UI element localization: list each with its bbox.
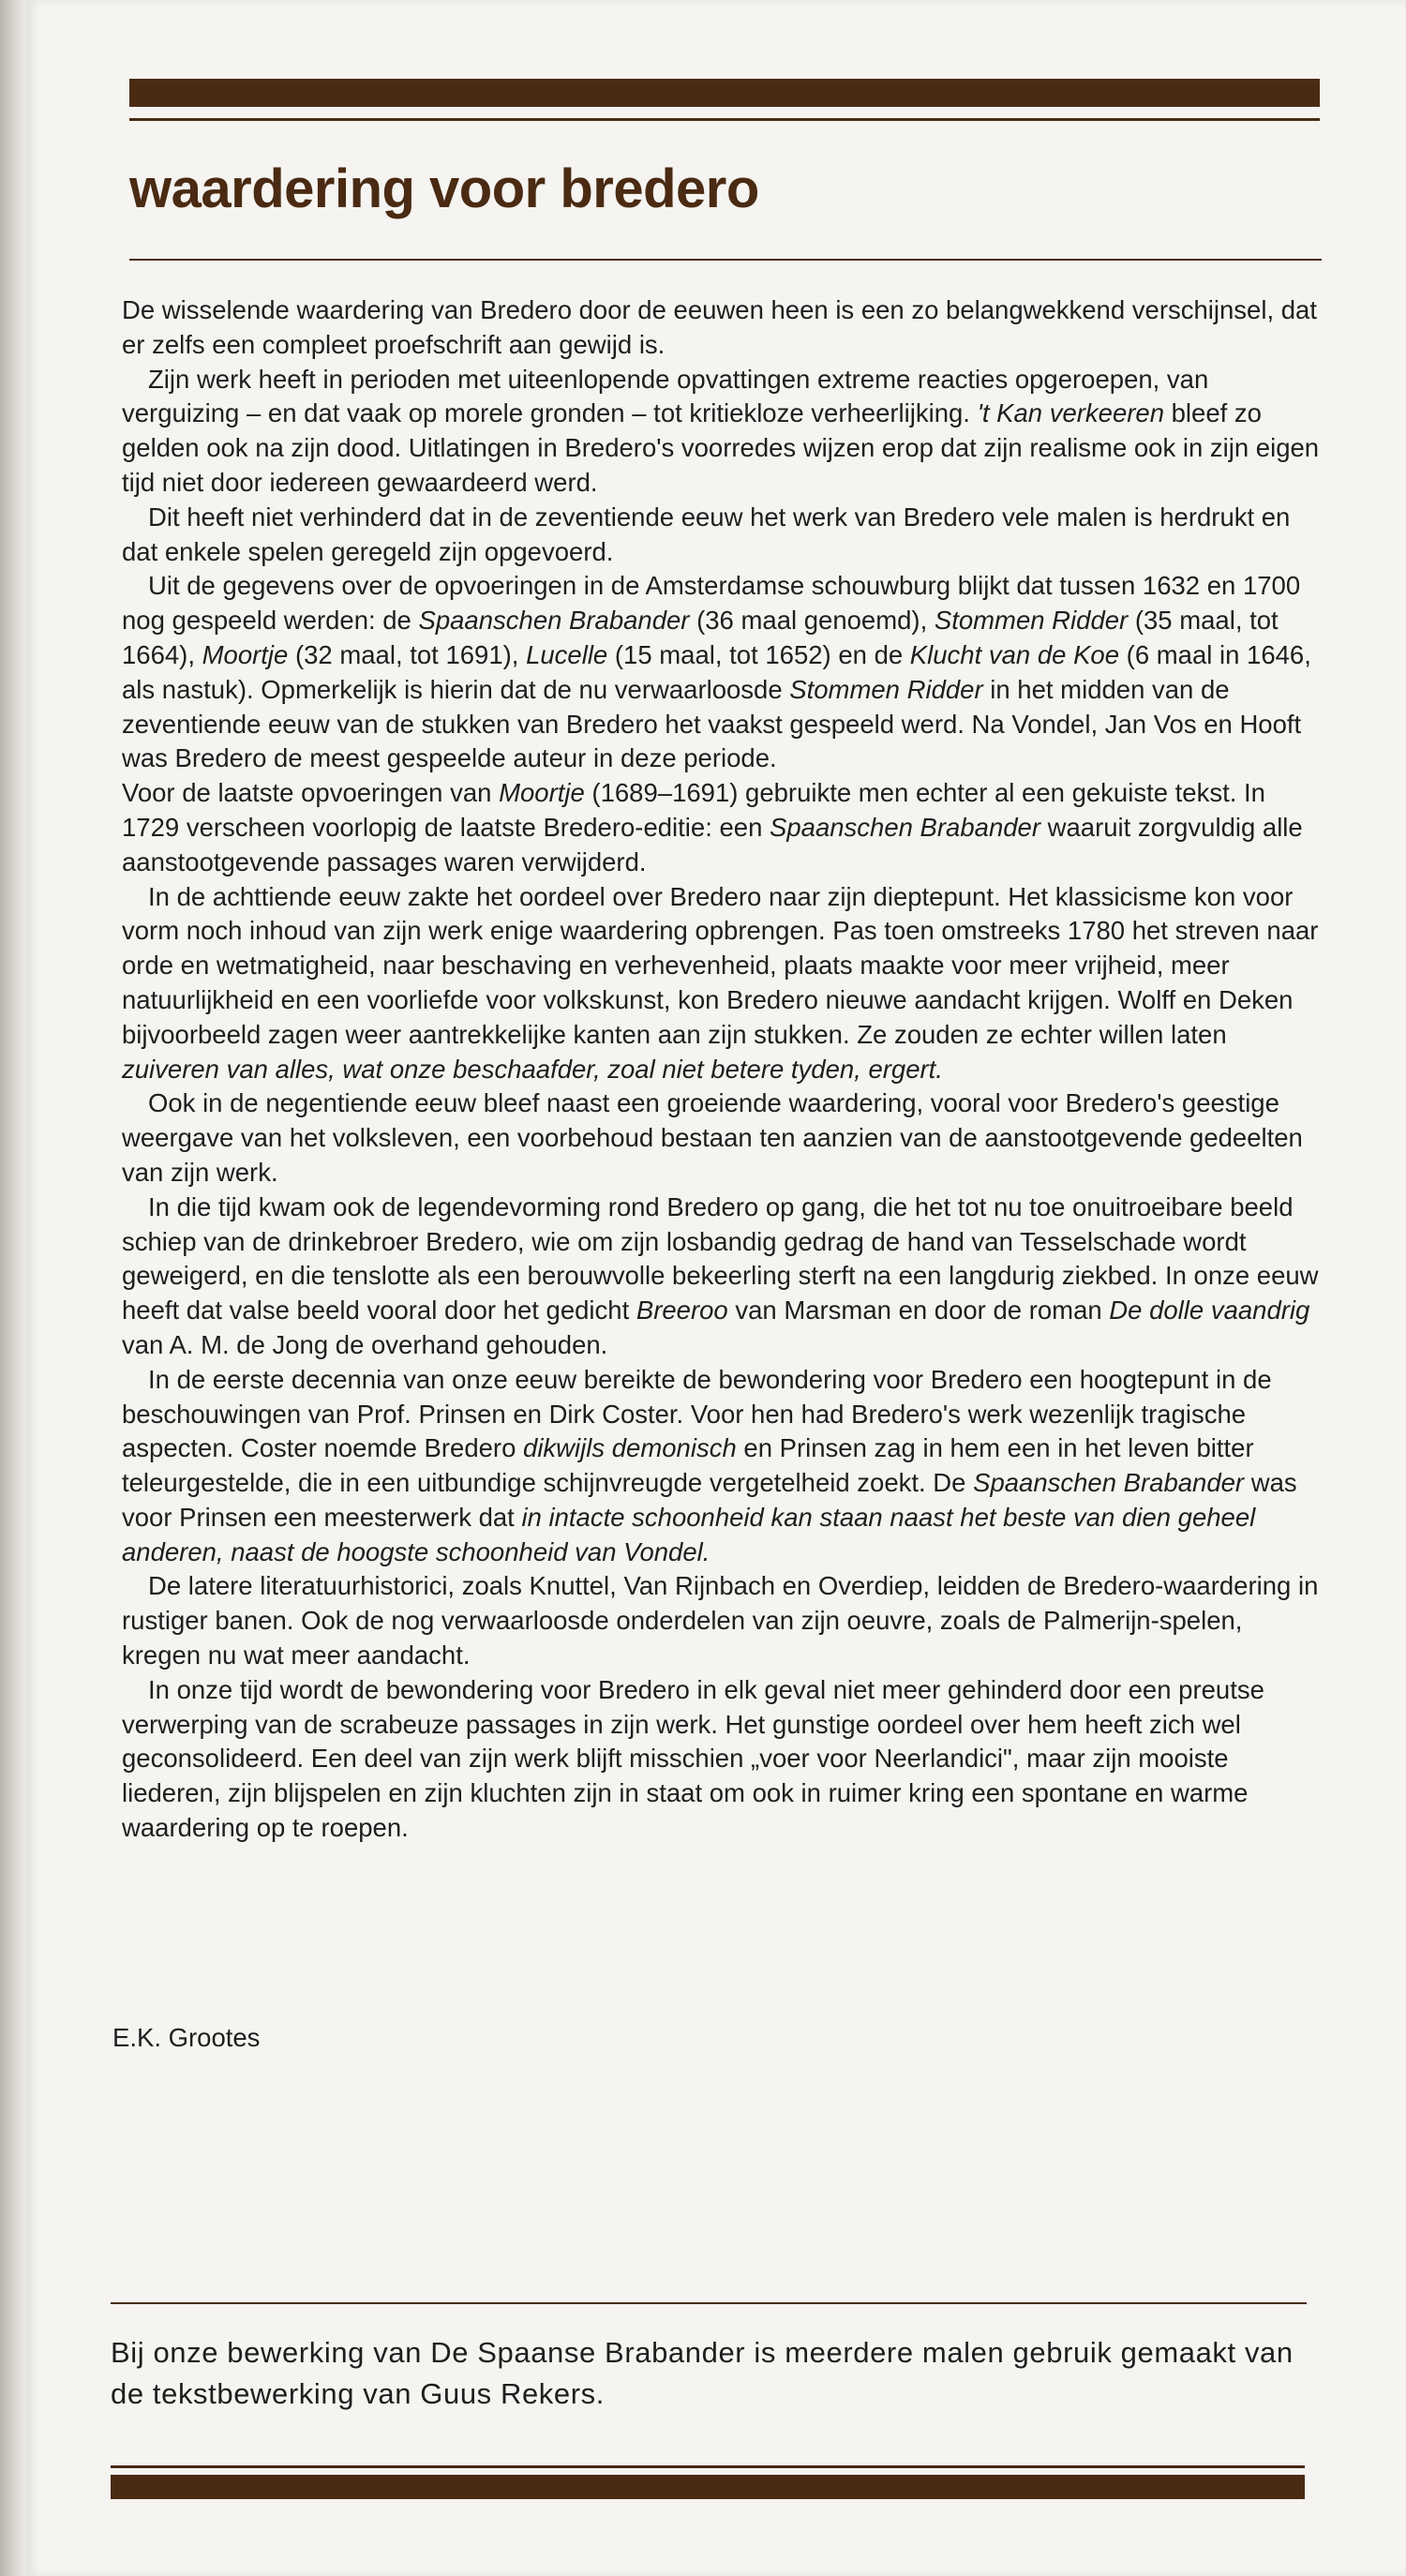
binding-spine xyxy=(0,0,26,2576)
text-run: (32 maal, tot 1691), xyxy=(288,639,527,669)
italic-phrase: Breeroo xyxy=(636,1295,728,1325)
text-run: De latere literatuurhistorici, zoals Knuttel, Van Rijnbach en Overdiep, leidden de Bredero-waardering in rustiger banen. Ook de nog verwaarloosde onderdelen van zijn oeuvre, zoals de Palmerijn-spelen, kregen nu wat meer aandacht. xyxy=(122,1571,1319,1670)
italic-phrase: 't Kan verkeeren xyxy=(977,398,1164,428)
text-run: In de eerste decennia van onze eeuw bereikte de bewondering voor Bredero een hoogtepunt in de beschouwingen van Prof. Prinsen en Dirk Coster. Voor hen had Bredero's werk wezenlijk tragische aspecten. Coster noemde Bredero xyxy=(122,1364,1272,1463)
article-body xyxy=(122,293,1324,1846)
body-paragraph xyxy=(122,1363,1324,1570)
text-run: De wisselende waardering van Bredero door de eeuwen heen is een zo belangwekkend verschijnsel, dat er zelfs een compleet proefschrift aan gewijd is. xyxy=(122,295,1317,359)
italic-phrase: in intacte schoonheid kan staan naast het beste van dien geheel anderen, naast de hoogste schoonheid van Vondel. xyxy=(122,1502,1256,1566)
text-run: Voor de laatste opvoeringen van xyxy=(122,778,500,808)
body-paragraph xyxy=(122,776,1324,879)
italic-phrase: Lucelle xyxy=(526,639,608,669)
text-run: en Prinsen zag in hem een in het leven bitter teleurgestelde, die in een uitbundige schijnvreugde vergetelheid zoekt. De xyxy=(122,1433,1254,1498)
text-run: (1689–1691) gebruikte men echter al een gekuiste tekst. In 1729 verscheen voorlopig de laatste Bredero-editie: een xyxy=(122,778,1265,842)
italic-phrase: Stommen Ridder xyxy=(934,606,1129,636)
italic-phrase: Moortje xyxy=(202,639,289,669)
text-run: Dit heeft niet verhinderd dat in de zeventiende eeuw het werk van Bredero vele malen is herdrukt en dat enkele spelen geregeld zijn opgevoerd. xyxy=(122,502,1291,566)
italic-phrase: Spaanschen Brabander xyxy=(973,1468,1245,1498)
text-run: In onze tijd wordt de bewondering voor Bredero in elk geval niet meer gehinderd door een preutse verwerping van de scrabeuze passages in zijn werk. Het gunstige oordeel over hem heeft zich wel geconsolideerd. Een deel van zijn werk blijft misschien „voer voor Neerlandici", maar zijn mooiste liederen, zijn blijspelen en zijn kluchten zijn in staat om ook in ruimer kring een spontane en warme waardering op te roepen. xyxy=(122,1674,1264,1843)
italic-phrase: De dolle vaandrig xyxy=(1109,1295,1310,1325)
top-thin-rule xyxy=(129,118,1320,121)
bottom-thin-rule xyxy=(111,2465,1305,2468)
footnote-text: Bij onze bewerking van De Spaanse Brabander is meerdere malen gebruik gemaakt van de tekstbewerking van Guus Rekers. xyxy=(111,2336,1294,2410)
page-title: waardering voor bredero xyxy=(129,158,759,219)
text-run: waaruit zorgvuldig alle aanstootgevende passages waren verwijderd. xyxy=(122,812,1303,876)
body-paragraph xyxy=(122,1086,1324,1190)
title-underline-rule xyxy=(129,259,1322,261)
text-run: bleef zo gelden ook na zijn dood. Uitlatingen in Bredero's voorredes wijzen erop dat zijn realisme ook in zijn eigen tijd niet door iedereen gewaardeerd werd. xyxy=(122,398,1320,497)
italic-phrase: Spaanschen Brabander xyxy=(770,812,1040,842)
italic-phrase: Spaanschen Brabander xyxy=(418,606,690,636)
text-run: in het midden van de zeventiende eeuw van de stukken van Bredero het vaakst gespeeld werd. Na Vondel, Jan Vos en Hooft was Bredero de meest gespeelde auteur in deze periode. xyxy=(122,674,1302,773)
italic-phrase: dikwijls demonisch xyxy=(523,1433,737,1463)
italic-phrase: Moortje xyxy=(499,778,585,808)
italic-phrase: Klucht van de Koe xyxy=(909,639,1120,669)
footnote-top-rule xyxy=(111,2302,1307,2304)
text-run: (6 maal in 1646, als nastuk). Opmerkelijk is hierin dat de nu verwaarloosde xyxy=(122,639,1311,704)
author-signature: E.K. Grootes xyxy=(112,2023,261,2052)
body-paragraph xyxy=(122,1191,1324,1363)
text-run: Ook in de negentiende eeuw bleef naast een groeiende waardering, vooral voor Bredero's geestige weergave van het volksleven, een voorbehoud bestaan ten aanzien van de aanstootgevende gedeelten van zijn werk. xyxy=(122,1088,1303,1187)
text-run: (15 maal, tot 1652) en de xyxy=(607,639,910,669)
text-run: van A. M. de Jong de overhand gehouden. xyxy=(122,1329,608,1359)
body-paragraph xyxy=(122,1569,1324,1672)
text-run: In die tijd kwam ook de legendevorming rond Bredero op gang, die het tot nu toe onuitroeibare beeld schiep van de drinkebroer Bredero, wie om zijn losbandig gedrag de hand van Tesselschade wordt geweigerd, en die tenslotte als een berouwvolle bekeerling sterft na een langdurig ziekbed. In onze eeuw heeft dat valse beeld vooral door het gedicht xyxy=(122,1191,1319,1325)
top-thick-rule xyxy=(129,79,1320,107)
text-run: In de achttiende eeuw zakte het oordeel over Bredero naar zijn dieptepunt. Het klassicisme kon voor vorm noch inhoud van zijn werk enige waardering opbrengen. Pas toen omstreeks 1780 het streven naar orde en wetmatigheid, naar beschaving en verhevenheid, plaats maakte voor meer vrijheid, meer natuurlijkheid en een voorliefde voor volkskunst, kon Bredero nieuwe aandacht krijgen. Wolff en Deken bijvoorbeeld zagen weer aantrekkelijke kanten aan zijn stukken. Ze zouden ze echter willen laten xyxy=(122,881,1319,1049)
text-run: was voor Prinsen een meesterwerk dat xyxy=(122,1468,1297,1532)
text-run: (36 maal genoemd), xyxy=(689,606,935,636)
bottom-thick-rule xyxy=(111,2475,1305,2499)
body-paragraph xyxy=(122,293,1324,363)
text-run: (35 maal, tot 1664), xyxy=(122,606,1279,669)
body-paragraph xyxy=(122,1673,1324,1846)
body-paragraph xyxy=(122,880,1324,1087)
text-run: van Marsman en door de roman xyxy=(727,1295,1110,1325)
text-run: Uit de gegevens over de opvoeringen in de Amsterdamse schouwburg blijkt dat tussen 1632 en 1700 nog gespeeld werden: de xyxy=(122,571,1301,636)
body-paragraph xyxy=(122,569,1324,776)
text-run: Zijn werk heeft in perioden met uiteenlopende opvattingen extreme reacties opgeroepen, van verguizing – en dat vaak op morele gronden – tot kritiekloze verheerlijking. xyxy=(122,364,1209,428)
body-paragraph xyxy=(122,363,1324,501)
italic-phrase: Stommen Ridder xyxy=(789,674,983,704)
body-paragraph xyxy=(122,501,1324,570)
italic-phrase: zuiveren van alles, wat onze beschaafder, zoal niet betere tyden, ergert. xyxy=(122,1054,943,1084)
